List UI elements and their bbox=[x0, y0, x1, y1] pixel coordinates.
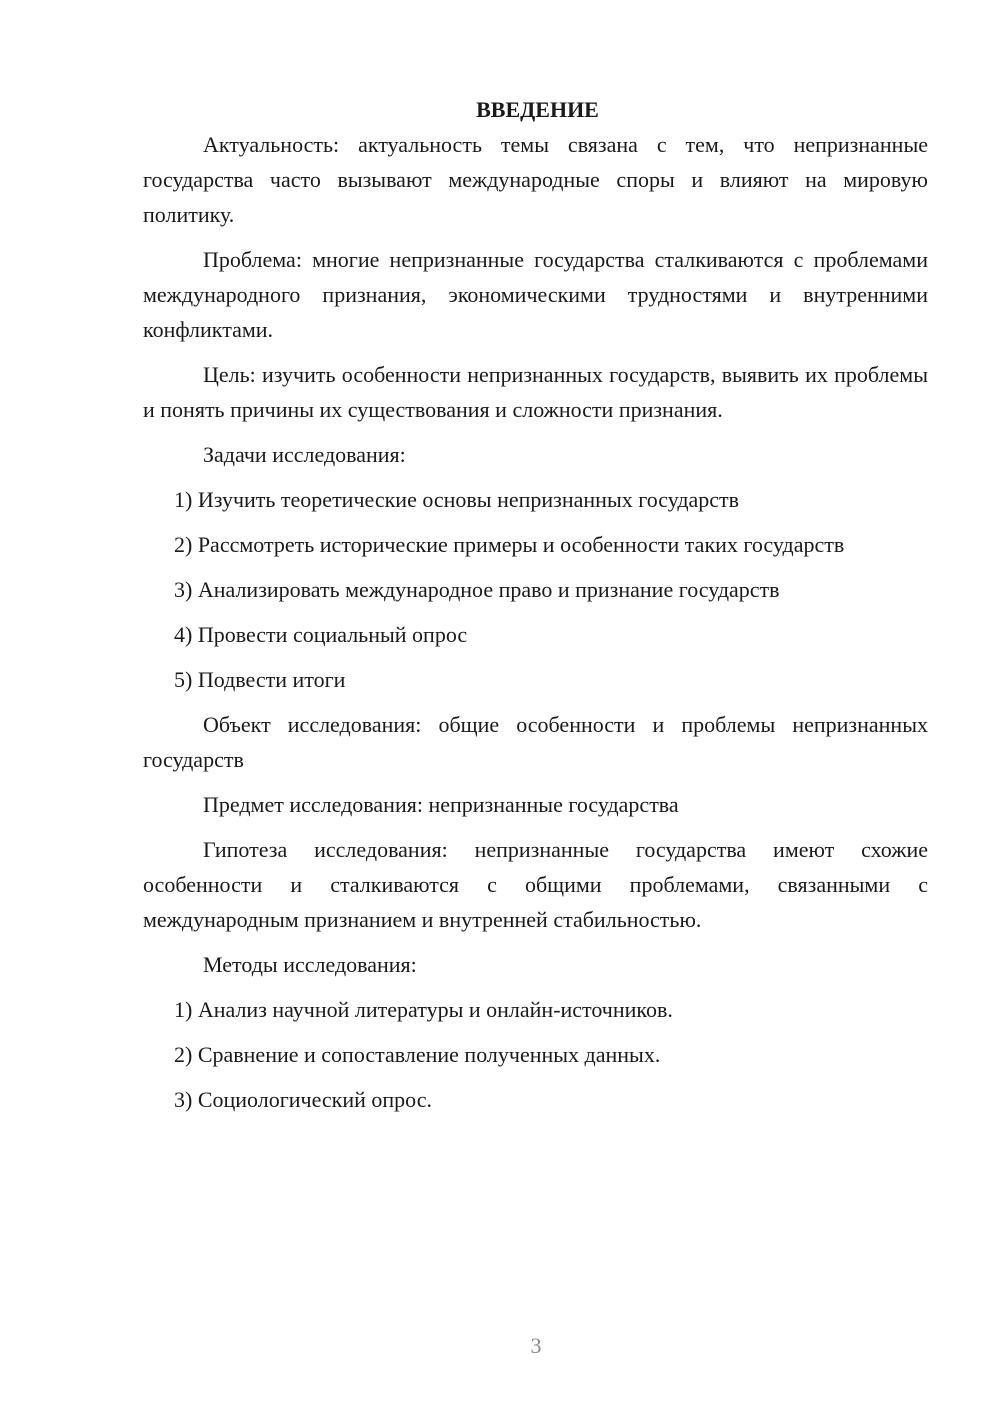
hypothesis-paragraph: Гипотеза исследования: непризнанные государства имеют схожие особенности и сталкиваются с общими проблемами, связанными с международным признанием и внутренней стабильностью. bbox=[143, 837, 928, 932]
tasks-heading: Задачи исследования: bbox=[203, 442, 406, 467]
page-number: 3 bbox=[530, 1333, 542, 1358]
relevance-paragraph: Актуальность: актуальность темы связана с тем, что непризнанные государства часто вызывают международные споры и влияют на мировую политику. bbox=[143, 132, 928, 227]
task-item-2: 2) Рассмотреть исторические примеры и особенности таких государств bbox=[174, 532, 845, 557]
page-content bbox=[143, 92, 928, 1127]
section-title: ВВЕДЕНИЕ bbox=[476, 97, 599, 122]
subject-paragraph: Предмет исследования: непризнанные государства bbox=[203, 792, 679, 817]
object-paragraph: Объект исследования: общие особенности и проблемы непризнанных государств bbox=[143, 712, 928, 772]
problem-paragraph: Проблема: многие непризнанные государства сталкиваются с проблемами международного признания, экономическими трудностями и внутренними конфликтами. bbox=[143, 247, 928, 342]
method-item-1: 1) Анализ научной литературы и онлайн-источников. bbox=[174, 997, 673, 1022]
task-item-3: 3) Анализировать международное право и признание государств bbox=[174, 577, 780, 602]
method-item-3: 3) Социологический опрос. bbox=[174, 1087, 432, 1112]
task-item-5: 5) Подвести итоги bbox=[174, 667, 346, 692]
methods-heading: Методы исследования: bbox=[203, 952, 417, 977]
goal-paragraph: Цель: изучить особенности непризнанных государств, выявить их проблемы и понять причины их существования и сложности признания. bbox=[143, 362, 928, 422]
task-item-4: 4) Провести социальный опрос bbox=[174, 622, 468, 647]
task-item-1: 1) Изучить теоретические основы непризнанных государств bbox=[174, 487, 740, 512]
method-item-2: 2) Сравнение и сопоставление полученных данных. bbox=[174, 1042, 661, 1067]
